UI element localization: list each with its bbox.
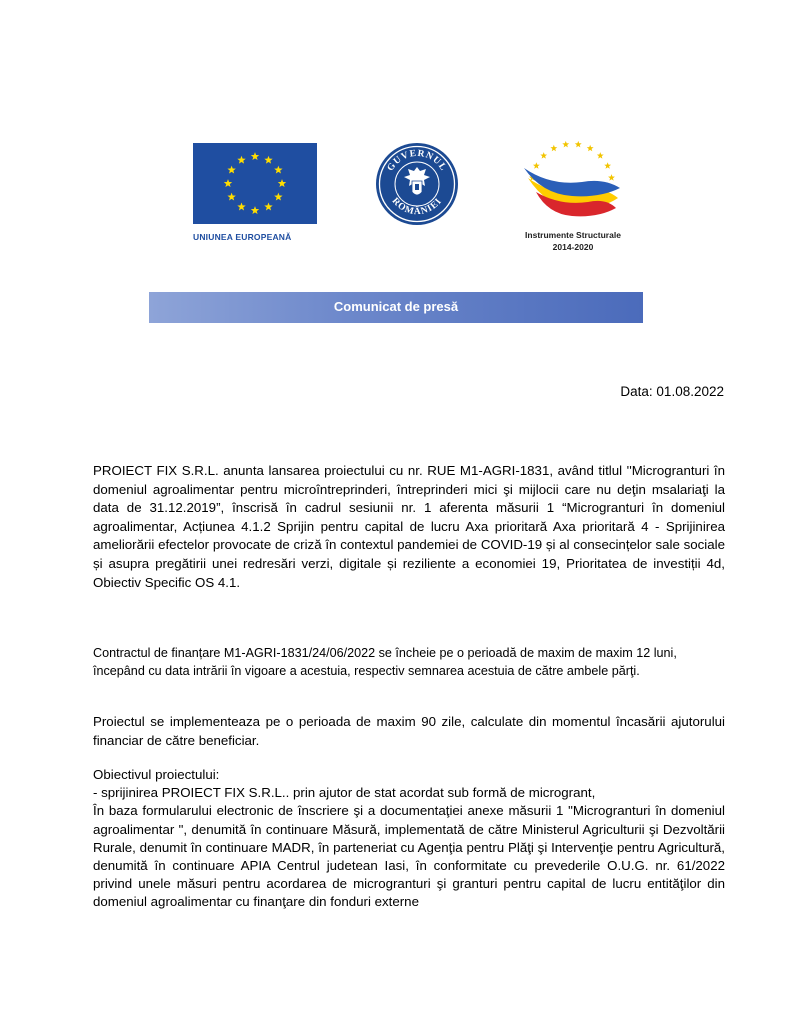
structural-instruments-star-icon — [540, 152, 547, 159]
objective-bullet: - sprijinirea PROIECT FIX S.R.L.. prin ajutor de stat acordat sub formă de microgrant, — [93, 785, 596, 801]
structural-instruments-star-icon — [587, 145, 594, 152]
structural-instruments-star-icon — [533, 162, 540, 169]
project-objective-section — [93, 766, 725, 912]
svg-text:ROMÂNIEI: ROMÂNIEI — [389, 196, 445, 218]
structural-instruments-star-icon — [575, 141, 582, 148]
structural-instruments-star-icon — [608, 174, 615, 181]
intro-paragraph: PROIECT FIX S.R.L. anunta lansarea proiectului cu nr. RUE M1-AGRI-1831, având titlul ''Microgranturi în domeniul agroalimentar pentru microîntreprinderi, întreprinderi mici şi mijlocii care nu deţin msalariaţi la data de 31.12.2019”, înscrisă în cadrul sesiunii nr. 1 aferenta măsurii 1 “Microgranturi în domeniul agroalimentar, Acțiunea 4.1.2 Sprijin pentru capital de lucru Axa prioritară Axa prioritară 4 - Sprijinirea ameliorării efectelor provocate de criză în contextul pandemiei de COVID-19 și al consecințelor sale sociale și asupra pregătirii unei redresări verzi, digitale și reziliente a economiei 19, Prioritatea de investiții 4d, Obiectiv Specific OS 4.1. — [93, 463, 725, 590]
structural-instruments-caption: Instrumente Structurale — [525, 230, 621, 240]
svg-text:GUVERNUL: GUVERNUL — [385, 148, 449, 174]
contract-paragraph: Contractul de finanțare M1-AGRI-1831/24/06/2022 se încheie pe o perioadă de maxim de maxim 12 luni, începând cu data intrării în vigoare a acestuia, respectiv semnarea acestuia de către ambele părţi. — [93, 646, 677, 678]
eu-flag-icon — [193, 143, 317, 224]
objective-text: În baza formularului electronic de înscriere şi a documentaţiei anexe măsurii 1 "Microgranturi în domeniul agroalimentar ", denumită în continuare Măsură, implementată de către Ministerul Agriculturii şi Dezvoltării Rurale, denumit în continuare MADR, în parteneriat cu Agenţia pentru Plăţi şi Intervenţie pentru Agricultură, denumită în continuare APIA Centrul judetean Iasi, în conformitate cu prevederile O.U.G. nr. 61/2022 privind unele măsuri pentru acordarea de microgranturi şi granturi pentru capital de lucru entităţilor din domeniul agroalimentar cu finanţare din fonduri externe — [93, 803, 725, 910]
press-release-banner — [149, 292, 643, 323]
structural-instruments-star-icon — [550, 145, 557, 152]
structural-instruments-years: 2014-2020 — [552, 242, 594, 252]
government-seal-icon — [375, 142, 459, 226]
header-logos — [0, 0, 791, 280]
structural-instruments-star-icon — [597, 152, 604, 159]
eu-logo — [193, 143, 317, 242]
structural-instruments-logo — [508, 138, 638, 258]
document-date: Data: 01.08.2022 — [620, 384, 724, 399]
press-release-title: Comunicat de presă — [333, 299, 459, 314]
implementation-paragraph: Proiectul se implementeaza pe o perioada de maxim 90 zile, calculate din momentul încasării ajutorului financiar de către beneficiar. — [93, 714, 725, 748]
structural-instruments-star-icon — [604, 162, 611, 169]
eu-caption: UNIUNEA EUROPEANĂ — [193, 232, 292, 242]
romanian-government-seal — [375, 142, 459, 226]
structural-instruments-icon — [508, 138, 638, 228]
structural-instruments-star-icon — [562, 141, 569, 148]
objective-heading: Obiectivul proiectului: — [93, 767, 220, 782]
